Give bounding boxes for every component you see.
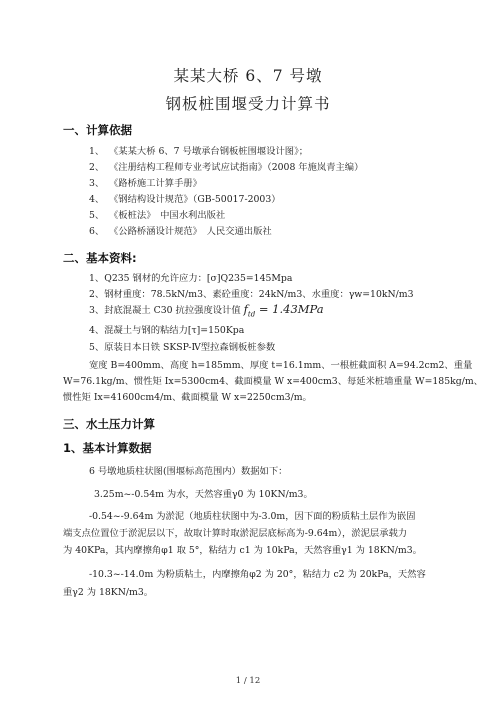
soil-data-intro: 6 号墩地质柱状图(围堰标高范围内）数据如下： xyxy=(89,466,288,477)
soil-layer-line: 3.25m~-0.54m 为水，天然容重γ0 为 10KN/m3。 xyxy=(94,489,313,500)
formula-subscript: td xyxy=(247,310,256,319)
soil-layer-line: 重γ2 为 18KN/m3。 xyxy=(63,587,154,598)
reference-text: 《公路桥涵设计规范》 人民交通出版社 xyxy=(109,226,272,237)
reference-number: 5、 xyxy=(89,210,105,221)
reference-text: 《路桥施工计算手册》 xyxy=(109,178,202,189)
reference-number: 6、 xyxy=(89,226,105,237)
reference-number: 2、 xyxy=(89,162,105,173)
formula-value: = 1.43MPa xyxy=(255,302,324,316)
reference-text: 《板桩法》 中国水利出版社 xyxy=(109,210,226,221)
basic-data-line-formula xyxy=(89,302,324,318)
basic-data-text: 3、封底混凝土 C30 抗拉强度设计值 xyxy=(89,305,241,316)
formula-symbol: f xyxy=(243,302,248,316)
soil-layer-line: 为 40KPa，其内摩擦角φ1 取 5°，粘结力 c1 为 10kPa，天然容重γ1 为 18KN/m3。 xyxy=(63,545,422,556)
basic-data-line: 1、Q235 钢材的允许应力：[σ]Q235=145Mpa xyxy=(89,273,293,284)
reference-item xyxy=(89,207,225,221)
reference-item xyxy=(89,191,281,205)
basic-data-line: 4、混凝土与钢的粘结力[τ]=150Kpa xyxy=(89,325,245,336)
basic-data-line: 5、原装日本日铁 SKSP-Ⅳ型拉森钢板桩参数 xyxy=(89,342,276,353)
reference-item xyxy=(89,223,272,237)
reference-text: 《钢结构设计规范》（GB-50017-2003） xyxy=(109,194,281,205)
section-heading-basis: 一、计算依据 xyxy=(63,123,132,137)
pile-parameters-line: W=76.1kg/m、惯性矩 Ix=5300cm4、截面模量 W x=400cm3、每延米桩墙重量 W=185kg/m、 xyxy=(63,376,483,387)
document-title-line2: 钢板桩围堰受力计算书 xyxy=(165,95,331,113)
reference-text: 《某某大桥 6、7 号墩承台钢板桩围堰设计图》； xyxy=(109,146,309,157)
reference-number: 1、 xyxy=(89,146,105,157)
reference-item xyxy=(89,159,363,173)
soil-layer-line: -10.3~-14.0m 为粉质粘土，内摩擦角φ2 为 20°，粘结力 c2 为 20kPa，天然容 xyxy=(89,569,426,580)
page-number: 1 / 12 xyxy=(235,676,261,686)
pile-parameters-line: 宽度 B=400mm、高度 h=185mm、厚度 t=16.1mm、一根桩截面积 A=94.2cm2、重量 xyxy=(89,360,473,371)
reference-number: 3、 xyxy=(89,178,105,189)
reference-text: 《注册结构工程师专业考试应试指南》（2008 年施岚青主编） xyxy=(109,162,364,173)
tensile-strength-formula xyxy=(243,302,324,319)
reference-item xyxy=(89,175,202,189)
basic-data-line: 2、钢材重度：78.5kN/m3、素砼重度：24kN/m3、水重度：γw=10kN/m3 xyxy=(89,289,414,300)
document-title-line1: 某某大桥 6、7 号墩 xyxy=(173,67,323,85)
reference-item xyxy=(89,143,308,157)
subsection-heading-basic-data: 1、基本计算数据 xyxy=(63,441,152,455)
soil-layer-line: 端支点位置位于淤泥层以下，故取计算时取淤泥层底标高为-9.64m），淤泥层承载力 xyxy=(63,528,408,539)
reference-number: 4、 xyxy=(89,194,105,205)
soil-layer-line: -0.54~-9.64m 为淤泥（地质柱状图中为-3.0m，因下面的粉质粘土层作为嵌固 xyxy=(89,511,416,522)
section-heading-pressure: 三、水土压力计算 xyxy=(63,417,155,431)
pile-parameters-line: 惯性矩 Ix=41600cm4/m、截面模量 W x=2250cm3/m。 xyxy=(63,392,312,403)
section-heading-basic-data: 二、基本资料: xyxy=(63,251,137,265)
